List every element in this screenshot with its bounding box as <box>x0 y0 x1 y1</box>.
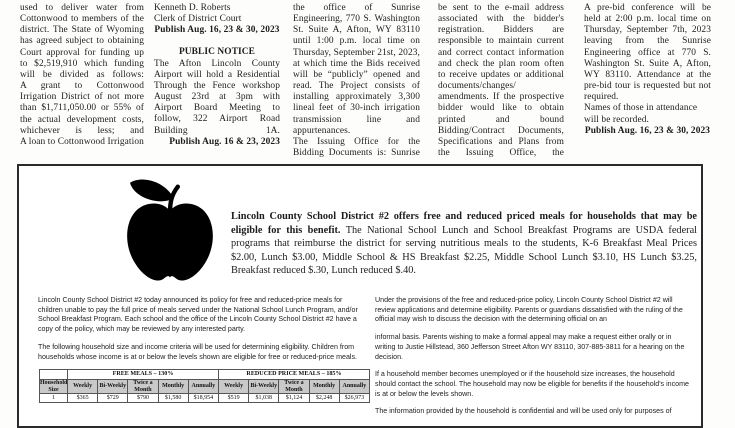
paragraph: The following household size and income criteria will be used for determining eligibility. Children from households whose income is at or below the levels shown are eligible for free or reduced-price meals. <box>38 342 357 361</box>
table-cell: $2,248 <box>309 394 339 403</box>
newspaper-column-5 <box>584 3 711 137</box>
column-header: Annually <box>188 380 218 394</box>
column-header: Monthly <box>158 380 188 394</box>
apple-icon <box>119 174 221 296</box>
column-header: Bi-Weekly <box>249 380 279 394</box>
public-notice-heading: PUBLIC NOTICE <box>178 47 256 58</box>
table-cell-blank <box>40 370 68 380</box>
paragraph: A loan to Cottonwood Irrigation <box>20 136 144 147</box>
column-header: Household Size <box>40 380 68 393</box>
column-header: Bi-Weekly <box>98 380 128 394</box>
school-meals-ad-box <box>17 164 703 428</box>
free-meals-header: FREE MEALS – 130% <box>68 370 219 380</box>
ad-right-column <box>375 296 693 425</box>
column-header: Annually <box>339 380 369 394</box>
table-group-header-row <box>40 370 370 380</box>
eligibility-table <box>39 369 370 403</box>
signature-title: Clerk of District Court <box>154 14 242 25</box>
newspaper-column-1 <box>20 3 144 148</box>
table-cell: $1,580 <box>158 394 188 403</box>
signature-name: Kenneth D. Roberts <box>154 3 231 13</box>
paragraph: Lincoln County School District #2 today announced its policy for free and reduced-price meals for children unable to pay the full price of meals served under the National School Lunch Program, and/or School Breakfast Program. Each school and the office of the Lincoln County School District #2 have a copy of the policy, which may be reviewed by any interested party. <box>38 296 358 334</box>
paragraph: Names of those in attendance will be recorded. <box>584 103 698 125</box>
paragraph: A pre-bid conference will be held at 2:00 p.m. local time on Thursday, September 7th, 2023 leaving from the Sunrise Engineering office at 770 S. Washington St. Suite A, Afton, WY 83110. Attendance at the pre-bid tour is requested but not required. <box>584 3 711 103</box>
paragraph: The Issuing Office for the Bidding Documents is: Sunrise <box>293 136 420 159</box>
table-cell: $729 <box>98 394 128 403</box>
paragraph: be sent to the e-mail address associated with the bidder's registration. Bidders are responsible to maintain current and correct contact information and check the plan room often to receive updates or additional documents/changes/ amendments. If the prospective bidder would like to obtain printed and bound Bidding/Contract Documents, Specifications and Plans from the Issuing Office, the <box>438 3 564 159</box>
paragraph: informal basis. Parents wishing to make a formal appeal may make a request either orally or in writing to Justie Hillstead, 360 Jefferson Street Afton WY 83110, 307-885-3811 for a hearing on the decision. <box>375 333 685 361</box>
table-cell: $1,124 <box>279 394 309 403</box>
paragraph: A grant to Cottonwood Irrigation District of not more than $1,711,050.00 or 55% of the actual development costs, whichever is less; and <box>20 81 144 136</box>
table-cell: 1 <box>40 394 68 403</box>
table-row <box>40 394 370 403</box>
ad-intro-paragraph <box>231 210 697 278</box>
column-header: Monthly <box>309 380 339 394</box>
publish-line: Publish Aug. 16, 23 & 30, 2023 <box>584 125 711 136</box>
newspaper-column-3 <box>293 3 420 159</box>
column-header: Twice a Month <box>279 380 309 394</box>
ad-left-column <box>38 296 364 370</box>
paragraph: The information provided by the household is confidential and will be used only for purposes of <box>375 407 672 416</box>
newspaper-column-4 <box>438 3 564 159</box>
reduced-meals-header: REDUCED PRICE MEALS – 185% <box>219 370 370 380</box>
table-subheader-row <box>40 380 370 394</box>
column-header: Weekly <box>219 380 249 394</box>
paragraph: The Afton Lincoln County Airport will hold a Residential Through the Fence workshop August 23rd at 3pm with Airport Board Meeting to follow, 322 Airport Road Building 1A. <box>154 58 280 136</box>
ad-intro-rest: The National School Lunch and School Breakfast Programs are USDA federal programs that reimburse the district for serving nutritious meals to the students, K-6 Breakfast Meal Prices $2.00, Lunch $3.00, Middle School & HS Breakfast $2.25, Middle School Lunch $3.10, HS Lunch $3.25, Breakfast reduced $.30, Lunch reduced $.40. <box>231 224 697 277</box>
table-cell: $26,973 <box>339 394 369 403</box>
paragraph: Under the provisions of the free and reduced-price policy, Lincoln County School District #2 will review applications and determine eligibility. Parents or guardians dissatisfied with the ruling of the official may wish to discuss the decision with the determining official on an <box>375 296 683 324</box>
column-header: Twice a Month <box>128 380 158 394</box>
table-cell: $519 <box>219 394 249 403</box>
ad-intro-bold: Lincoln County School District #2 offers free and reduced priced meals for households that may be eligible for this benefit. <box>231 211 697 236</box>
table-cell: $790 <box>128 394 158 403</box>
table-cell: $365 <box>68 394 98 403</box>
paragraph: used to deliver water from Cottonwood to members of the district. The State of Wyoming has agreed subject to obtaining Court approval for funding up to $2,519,910 which funding will be divided as follows: <box>20 3 144 80</box>
column-header: Weekly <box>68 380 98 394</box>
publish-line: Publish Aug. 16 & 23, 2023 <box>169 136 280 147</box>
newspaper-column-2 <box>154 3 280 148</box>
paragraph: the office of Sunrise Engineering, 770 S. Washington St. Suite A, Afton, WY 83110 until 1:00 p.m. local time on Thursday, September 21st, 2023, at which time the Bids received will be “publicly” opened and read. The Project consists of installing approximately 3,300 lineal feet of 30-inch irrigation transmission line and appurtenances. <box>293 3 420 136</box>
publish-line: Publish Aug. 16, 23 & 30, 2023 <box>154 25 280 36</box>
table-cell: $1,038 <box>249 394 279 403</box>
table-cell: $18,954 <box>188 394 218 403</box>
paragraph: If a household member becomes unemployed or if the household size increases, the household should contact the school. The household may now be eligible for benefits if the household's income is at or below the levels shown. <box>375 370 689 398</box>
